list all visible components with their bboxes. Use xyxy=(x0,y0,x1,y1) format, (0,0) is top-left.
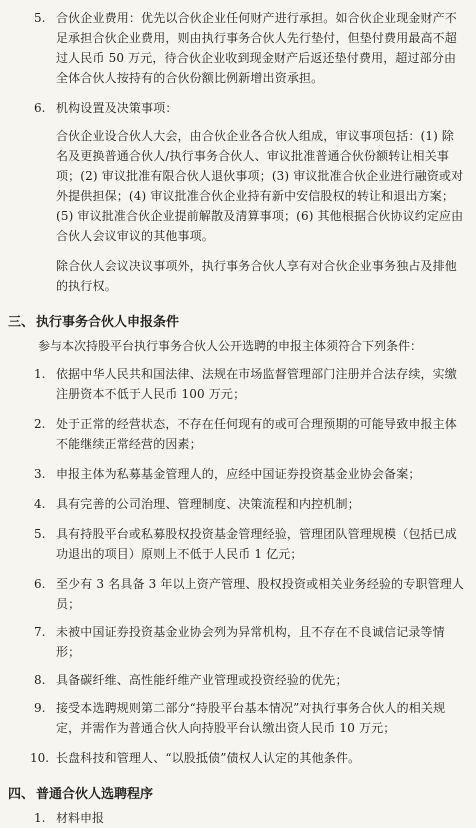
item-number: 1. xyxy=(34,811,46,825)
item-text: 材料申报 xyxy=(56,811,105,825)
item-text: 合伙企业费用：优先以合伙企业任何财产进行承担。如合伙企业现金财产不足承担合伙企业费用，则由执行事务合伙人先行垫付，但垫付费用最高不超过人民币 50 万元，待合伙企业收到现金财产后返还垫付费用，超过部分由全体合伙人按持有的合伙份额比例新增出资承担。 xyxy=(56,11,457,85)
paragraph-executive-power: 除合伙人会议决议事项外，执行事务合伙人享有对合伙企业事务独占及排他的执行权。 xyxy=(56,259,457,293)
list-item xyxy=(8,494,466,514)
item-number: 8. xyxy=(34,673,46,687)
list-item xyxy=(8,574,466,614)
item-text: 处于正常的经营状态，不存在任何现有的或可合理预期的可能导致申报主体不能继续正常经营的因素； xyxy=(56,417,457,451)
list-item-governance xyxy=(8,98,466,118)
item-text: 申报主体为私募基金管理人的，应经中国证券投资基金业协会备案； xyxy=(56,467,421,481)
list-item xyxy=(8,698,466,738)
item-number: 4. xyxy=(34,497,46,511)
subsection-material-application xyxy=(8,808,466,828)
item-number: 3. xyxy=(34,467,46,481)
section-title: 普通合伙人选聘程序 xyxy=(36,787,154,802)
item-number: 5. xyxy=(34,11,46,25)
item-number: 1. xyxy=(34,367,46,381)
item-number: 5. xyxy=(34,527,46,541)
item-number: 6. xyxy=(34,101,46,115)
list-item xyxy=(8,364,466,404)
section-title: 执行事务合伙人申报条件 xyxy=(36,315,180,330)
section-intro: 参与本次持股平台执行事务合伙人公开选聘的申报主体须符合下列条件： xyxy=(38,339,423,353)
item-text: 具备碳纤维、高性能纤维产业管理或投资经验的优先； xyxy=(56,673,348,687)
item-text: 接受本选聘规则第二部分“持股平台基本情况”对执行事务合伙人的相关规定，并需作为普通合伙人向持股平台认缴出资人民币 10 万元； xyxy=(56,701,446,735)
item-number: 6. xyxy=(34,577,46,591)
section-number: 三、 xyxy=(8,315,35,330)
item-text: 机构设置及决策事项： xyxy=(56,101,178,115)
section-number: 四、 xyxy=(8,787,35,802)
paragraph-partners-meeting: 合伙企业设合伙人大会，由合伙企业各合伙人组成，审议事项包括：(1) 除名及更换普通合伙人/执行事务合伙人、审议批准普通合伙份额转让相关事项；(2) 审议批准有限合伙人退伙事项；(3) 审议批准合伙企业进行融资或对外提供担保；(4) 审议批准合伙企业持有新中安信股权的转让和退出方案；(5) 审议批准合伙企业提前解散及清算事项；(6) 其他根据合伙协议约定应由合伙人会议审议的其他事项。 xyxy=(56,129,464,243)
item-text: 具有持股平台或私募股权投资基金管理经验，管理团队管理规模（包括已成功退出的项目）原则上不低于人民币 1 亿元； xyxy=(56,527,457,561)
list-item xyxy=(8,622,466,662)
section-heading-4 xyxy=(8,784,466,806)
item-number: 10. xyxy=(30,751,50,765)
item-number: 9. xyxy=(34,701,46,715)
item-text: 至少有 3 名具备 3 年以上资产管理、股权投资或相关业务经验的专职管理人员； xyxy=(56,577,465,611)
list-item xyxy=(8,414,466,454)
item-text: 依据中华人民共和国法律、法规在市场监督管理部门注册并合法存续，实缴注册资本不低于人民币 100 万元； xyxy=(56,367,457,401)
list-item xyxy=(8,464,466,484)
item-number: 7. xyxy=(34,625,46,639)
section-heading-3 xyxy=(8,312,466,334)
item-number: 2. xyxy=(34,417,46,431)
item-text: 具有完善的公司治理、管理制度、决策流程和内控机制； xyxy=(56,497,360,511)
list-item-fees xyxy=(8,8,466,88)
list-item xyxy=(8,748,466,768)
item-text: 长盘科技和管理人、“以股抵债”债权人认定的其他条件。 xyxy=(56,751,361,765)
item-text: 未被中国证券投资基金业协会列为异常机构，且不存在不良诚信记录等情形； xyxy=(56,625,445,659)
list-item xyxy=(8,670,466,690)
list-item xyxy=(8,524,466,564)
